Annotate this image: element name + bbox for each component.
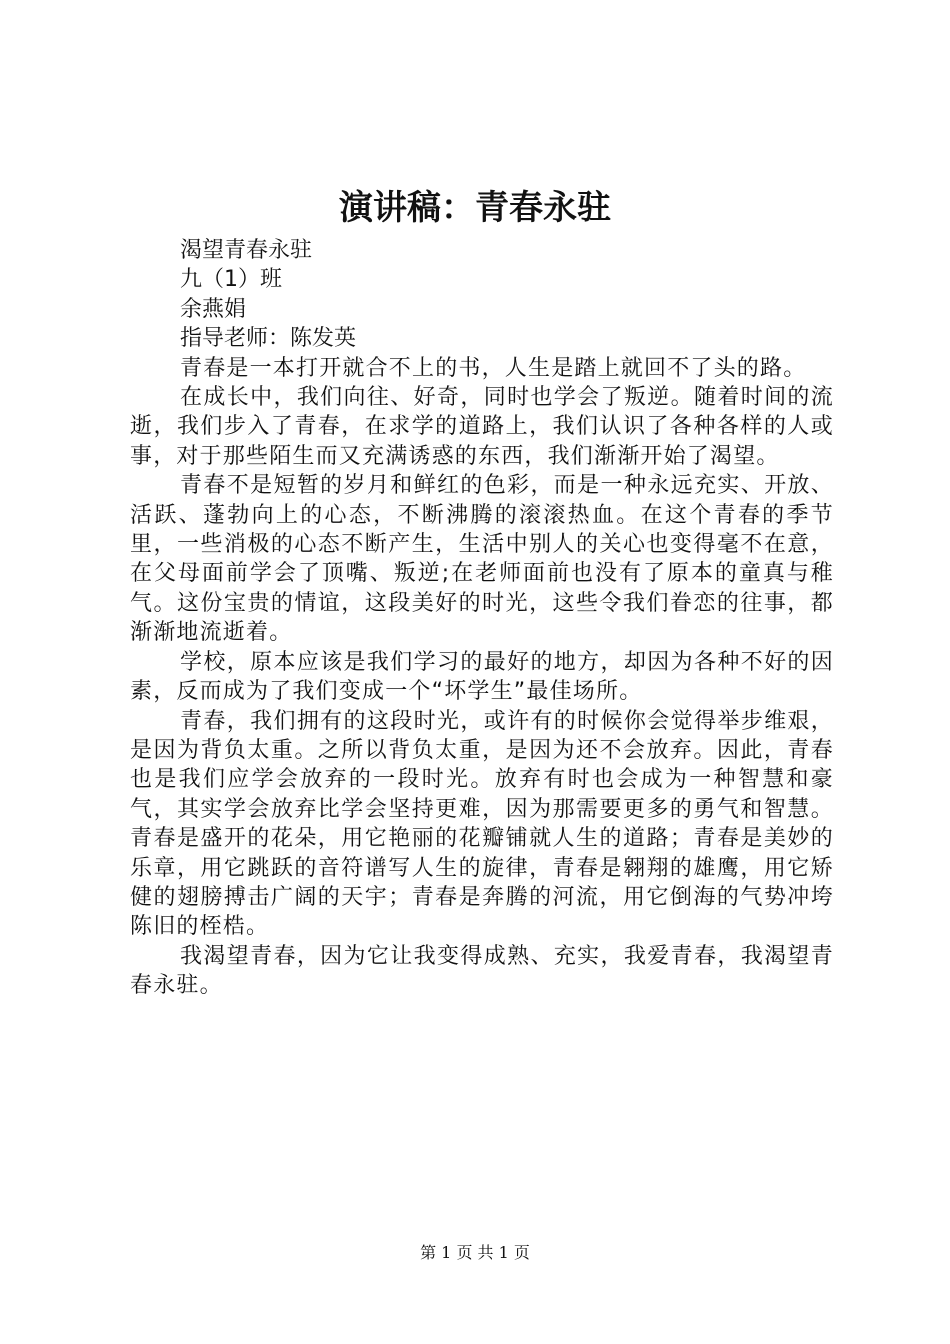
document-body [130, 236, 834, 1001]
speech-subtitle: 渴望青春永驻 [180, 238, 313, 263]
class-label: 九（1）班 [180, 267, 282, 293]
advisor-name: 指导老师：陈发英 [180, 326, 357, 352]
paragraph-3: 青春不是短暂的岁月和鲜红的色彩，而是一种永远充实、开放、活跃、蓬勃向上的心态，不断沸腾的滚滚热血。在这个青春的季节里，一些消极的心态不断产生，生活中别人的关心也变得毫不在意，在父母面前学会了顶嘴、叛逆;在老师面前也没有了原本的童真与稚气。这份宝贵的情谊，这段美好的时光，这些令我们眷恋的往事，都渐渐地流逝着。 [130, 473, 834, 646]
document-title: 演讲稿：青春永驻 [339, 188, 611, 228]
paragraph-6: 我渴望青春，因为它让我变得成熟、充实，我爱青春，我渴望青春永驻。 [130, 943, 834, 999]
paragraph-1: 青春是一本打开就合不上的书，人生是踏上就回不了头的路。 [180, 355, 807, 381]
paragraph-2: 在成长中，我们向往、好奇，同时也学会了叛逆。随着时间的流逝，我们步入了青春，在求学的道路上，我们认识了各种各样的人或事，对于那些陌生而又充满诱惑的东西，我们渐渐开始了渴望。 [130, 385, 834, 469]
paragraph-5: 青春，我们拥有的这段时光，或许有的时候你会觉得举步维艰，是因为背负太重。之所以背负太重，是因为还不会放弃。因此，青春也是我们应学会放弃的一段时光。放弃有时也会成为一种智慧和豪气，其实学会放弃比学会坚持更难，因为那需要更多的勇气和智慧。青春是盛开的花朵，用它艳丽的花瓣铺就人生的道路；青春是美妙的乐章，用它跳跃的音符谱写人生的旋律，青春是翱翔的雄鹰，用它矫健的翅膀搏击广阔的天宇；青春是奔腾的河流，用它倒海的气势冲垮陈旧的桎梏。 [130, 708, 834, 940]
page-number-footer: 第 1 页 共 1 页 [420, 1243, 530, 1262]
author-name: 余燕娟 [180, 296, 247, 322]
paragraph-4: 学校，原本应该是我们学习的最好的地方，却因为各种不好的因素，反而成为了我们变成一个“坏学生”最佳场所。 [130, 649, 834, 705]
